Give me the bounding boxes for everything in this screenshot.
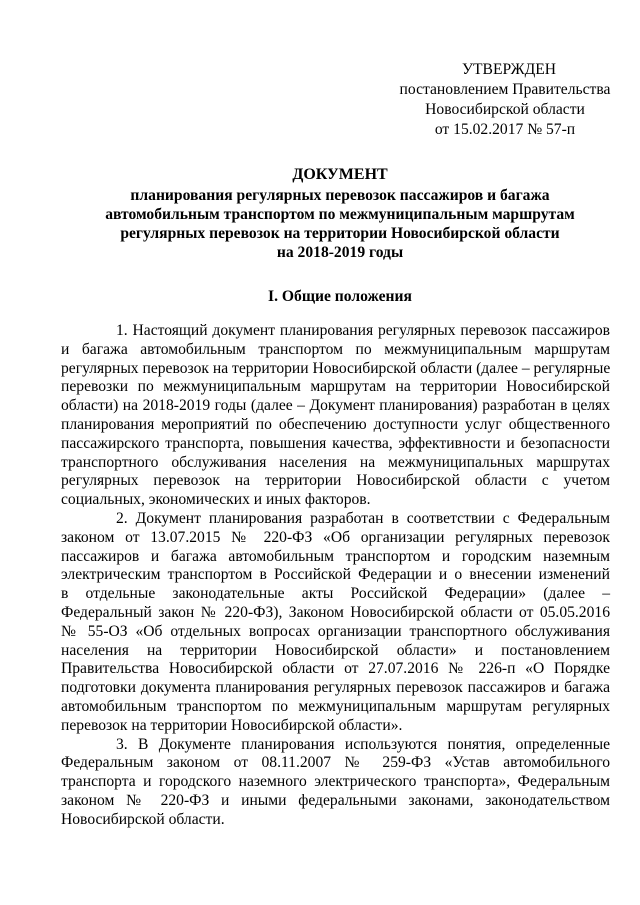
- paragraph-3: [61, 736, 610, 830]
- paragraph-line: и багажа автомобильным транспортом по межмуниципальным маршрутам: [61, 340, 610, 358]
- paragraph-1: [61, 322, 610, 510]
- section-heading: I. Общие положения: [268, 288, 412, 305]
- paragraph-line: законом от 13.07.2015 № 220-ФЗ «Об организации регулярных перевозок: [61, 528, 610, 546]
- paragraph-line: регулярных перевозок на территории Новосибирской области с учетом: [61, 472, 610, 490]
- paragraph-line: области) на 2018-2019 годы (далее – Документ планирования) разработан в целях: [61, 397, 610, 415]
- paragraph-line: электрическим транспортом в Российской Федерации и о внесении изменений: [61, 566, 610, 584]
- approval-line: постановлением Правительства: [399, 81, 611, 98]
- paragraph-line: населения на территории Новосибирской области» и постановлением: [61, 641, 610, 659]
- document-title-line: на 2018-2019 годы: [276, 244, 404, 261]
- document-body: [61, 322, 610, 830]
- document-title: [40, 165, 640, 262]
- approval-line: УТВЕРЖДЕН: [461, 61, 556, 78]
- document-title-line: планирования регулярных перевозок пассажиров и багажа: [130, 187, 550, 204]
- paragraph-line: 1. Настоящий документ планирования регулярных перевозок пассажиров: [116, 322, 610, 339]
- paragraph-line: в отдельные законодательные акты Российской Федерации» (далее –: [61, 585, 610, 603]
- paragraph-line: пассажирского транспорта, повышения качества, эффективности и безопасности: [61, 434, 610, 452]
- paragraph-line: транспортного обслуживания населения на межмуниципальных маршрутах: [61, 453, 610, 471]
- approval-line: Новосибирской области: [425, 101, 585, 118]
- paragraph-line: автомобильным транспортом по межмуниципальным маршрутам регулярных: [61, 697, 610, 715]
- paragraph-line: законом № 220-ФЗ и иными федеральными законами, законодательством: [61, 791, 610, 809]
- paragraph-line: социальных, экономических и иных факторов.: [61, 491, 371, 509]
- paragraph-line: Новосибирской области.: [61, 810, 225, 828]
- paragraph-line: 2. Документ планирования разработан в соответствии с Федеральным: [116, 509, 610, 527]
- document-title-line: регулярных перевозок на территории Новосибирской области: [120, 225, 560, 242]
- document-title-line: автомобильным транспортом по межмуниципальным маршрутам: [105, 206, 575, 223]
- paragraph-line: пассажиров и багажа автомобильным транспортом и городским наземным: [61, 547, 610, 565]
- paragraph-line: Федеральный закон № 220-ФЗ), Законом Новосибирской области от 05.05.2016: [61, 603, 610, 621]
- paragraph-line: транспорта и городского наземного электрического транспорта», Федеральным: [61, 773, 610, 791]
- paragraph-line: планирования мероприятий по обеспечению доступности услуг общественного: [61, 415, 610, 433]
- paragraph-line: перевозок на территории Новосибирской области».: [61, 716, 403, 734]
- approval-stamp: [395, 60, 615, 140]
- paragraph-line: регулярных перевозок на территории Новосибирской области (далее – регулярные: [61, 359, 611, 377]
- paragraph-2: [61, 510, 610, 736]
- paragraph-line: 3. В Документе планирования используются понятия, определенные: [116, 735, 610, 753]
- paragraph-line: № 55-ОЗ «Об отдельных вопросах организации транспортного обслуживания: [61, 622, 610, 640]
- paragraph-line: подготовки документа планирования регулярных перевозок пассажиров и багажа: [61, 679, 610, 697]
- paragraph-line: Федеральным законом от 08.11.2007 № 259-ФЗ «Устав автомобильного: [61, 754, 610, 772]
- document-title-main: ДОКУМЕНТ: [292, 166, 388, 183]
- approval-line: от 15.02.2017 № 57-п: [434, 121, 576, 138]
- paragraph-line: Правительства Новосибирской области от 27.07.2016 № 226-п «О Порядке: [61, 660, 610, 678]
- paragraph-line: перевозки по межмуниципальным маршрутам на территории Новосибирской: [61, 378, 610, 396]
